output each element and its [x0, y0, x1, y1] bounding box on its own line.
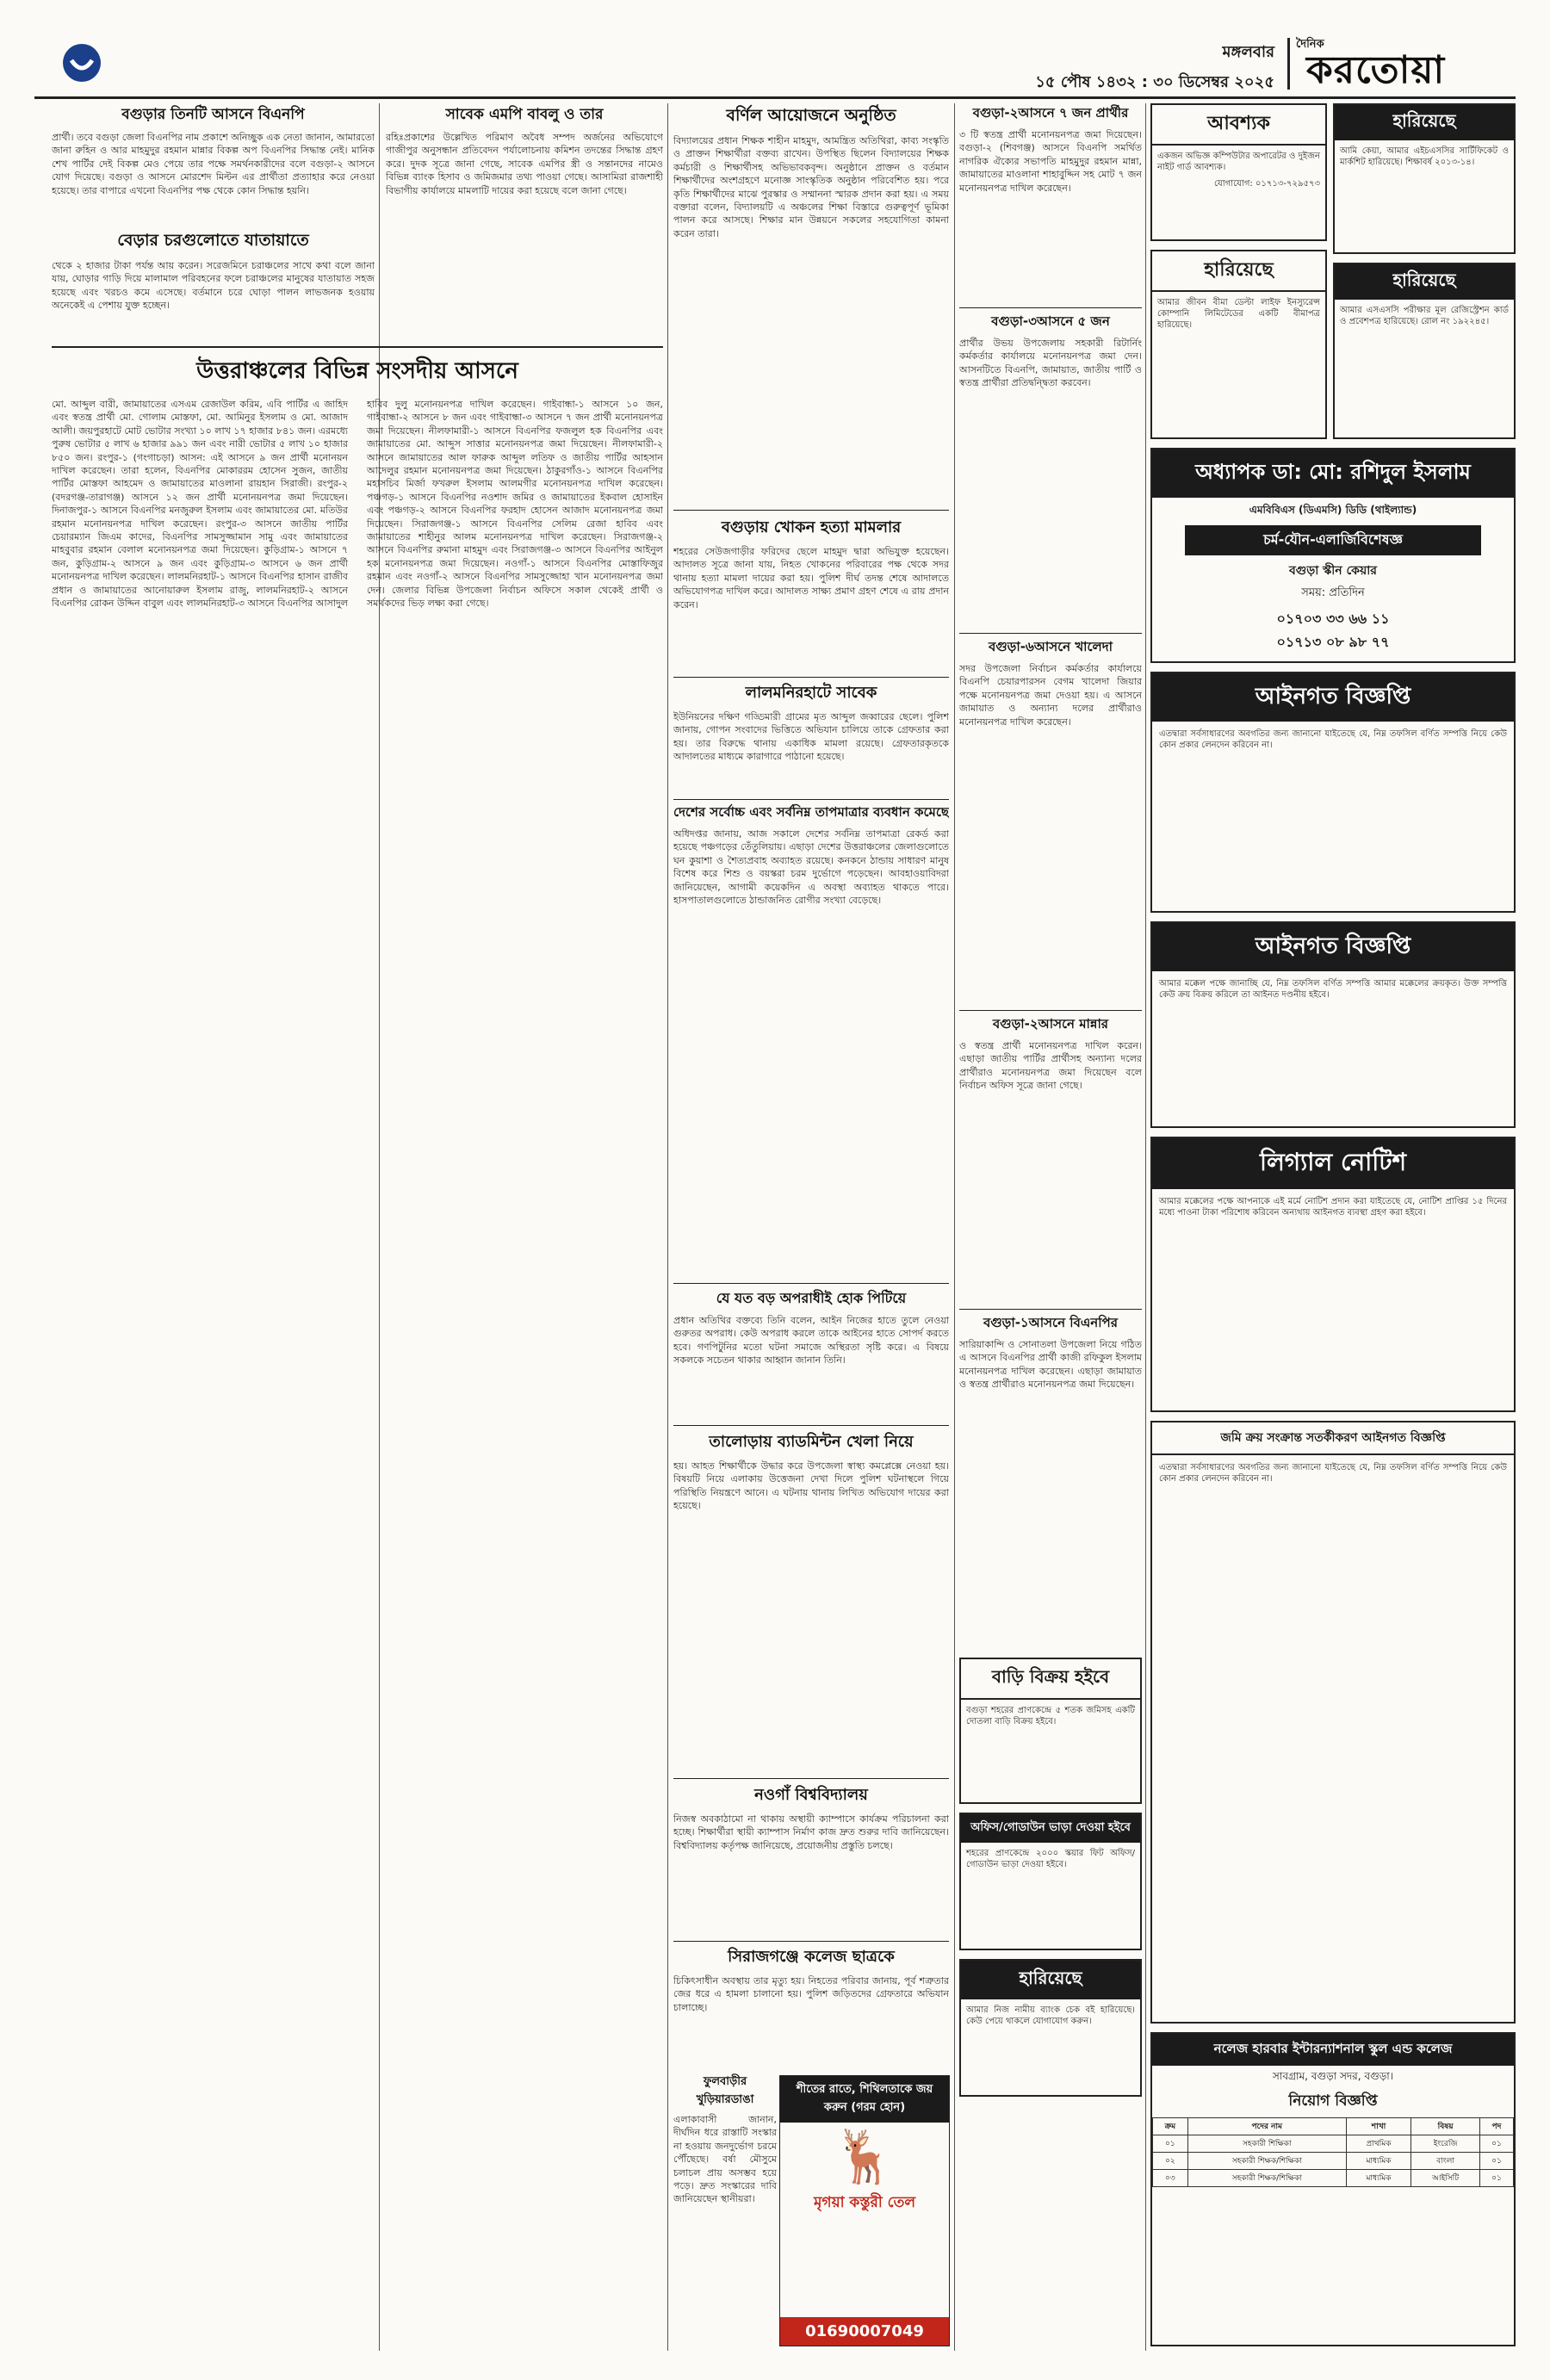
article-body: মো. আব্দুল বারী, জামায়াতের এসএম রেজাউল করিম, এবি পার্টির এ জাহিদ এবং স্বতন্ত্র প্রার্থী মো. গোলাম মোস্তফা, মো. আমিনুর ইসলাম ও মো. আজাদ আলী। জয়পুরহাটে মোট ভোটার সংখ্যা ১০ লাখ ১৭ হাজার ৮৪১ জন। এরমধ্যে পুরুষ ভোটার ৫ লাখ ৬ হাজার ৯৯১ জন এবং নারী ভোটার ৫ লাখ ১০ হাজার ৮৫০ জন। রংপুর-১ (গংগাচড়া) আসন: এই আসনে ৯ জন প্রার্থী মনোনয়ন দাখিল করেছেন। তারা হলেন, বিএনপির মোকাররম হোসেন সুজন, জাতীয় পার্টির মোস্তফা আহমেদ ও জামায়াতের মাওলানা রায়হান সিরাজী। রংপুর-২ (বদরগঞ্জ-তারাগঞ্জ) আসনে ১২ জন প্রার্থী মনোনয়নপত্র জমা দিয়েছেন। দিনাজপুর-১ আসনে বিএনপির মনজুরুল ইসলাম এবং জামায়াতের মো. মতিউর রহমান মনোনয়নপত্র দাখিল করেছেন। রংপুর-৩ আসনে জাতীয় পার্টির চেয়ারম্যান জিএম কাদের, বিএনপির সামসুজ্জামান সামু এবং জামায়াতের মাহবুবার রহমান বেলাল মনোনয়নপত্র জমা দিয়েছেন। কুড়িগ্রাম-১ আসনে ৭ জন, কুড়িগ্রাম-২ আসনে ৯ জন এবং কুড়িগ্রাম-৩ আসনে ৬ জন প্রার্থী মনোনয়নপত্র দাখিল করেছেন। লালমনিরহাট-১ আসনে বিএনপির হাসান রাজীব প্রধান ও জামায়াতের আনোয়ারুল ইসলাম রাজু, লালমনিরহাট-২ আসনে বিএনপির রোকন উদ্দিন বাবুল এবং লালমনিরহাট-৩ আসনে বিএনপির আসাদুল হাবিব দুলু মনোনয়নপত্র দাখিল করেছেন। গাইবান্ধা-১ আসনে ১০ জন, গাইবান্ধা-২ আসনে ৮ জন এবং গাইবান্ধা-৩ আসনে ৭ জন প্রার্থী মনোনয়নপত্র জমা দিয়েছেন। নীলফামারী-১ আসনে বিএনপির ফজলুল হক বিএনপির এবং জামায়াতের মো. আব্দুস সাত্তার মনোনয়নপত্র জমা দিয়েছেন। নীলফামারী-২ আসনে জামায়াতের আল ফারুক আব্দুল লতিফ ও জাতীয় পার্টির আহসান আদেলুর রহমান মনোনয়নপত্র জমা দিয়েছেন। ঠাকুরগাঁও-১ আসনে বিএনপির মহাসচিব মির্জা ফখরুল ইসলাম আলমগীর মনোনয়নপত্র দাখিল করেছেন। পঞ্চগড়-১ আসনে বিএনপির নওশাদ জমির ও জামায়াতের ইকবাল হোসাইন এবং পঞ্চগড়-২ আসনে বিএনপির ফরহাদ হোসেন আজাদ মনোনয়নপত্র জমা দিয়েছেন। সিরাজগঞ্জ-১ আসনে বিএনপির সেলিম রেজা হাবিব এবং জামায়াতের শাহীনুর আলম মনোনয়নপত্র দাখিল করেছেন। সিরাজগঞ্জ-২ আসনে বিএনপির রুমানা মাহমুদ এবং সিরাজগঞ্জ-৩ আসনে বিএনপির আইনুল হক মনোনয়নপত্র জমা দিয়েছেন। নওগাঁ-১ আসনে বিএনপির মোস্তাফিজুর রহমান এবং নওগাঁ-২ আসনে বিএনপির সামসুজ্জোহা খান মনোনয়নপত্র জমা দেন। জেলার বিভিন্ন উপজেলা নির্বাচন অফিসে সকাল থেকেই প্রার্থী ও সমর্থকদের ভিড় লক্ষ্য করা গেছে।	[52, 399, 663, 610]
article-body: নিজস্ব অবকাঠামো না থাকায় অস্থায়ী ক্যাম্পাসে কার্যক্রম পরিচালনা করা হচ্ছে। শিক্ষার্থীরা স্থায়ী ক্যাম্পাস নির্মাণ কাজ দ্রুত শুরুর দাবি জানিয়েছেন। বিশ্ববিদ্যালয় কর্তৃপক্ষ জানিয়েছে, প্রয়োজনীয় প্রস্তুতি চলছে।	[673, 1813, 949, 1851]
article-title: উত্তরাঞ্চলের বিভিন্ন সংসদীয় আসনে	[196, 358, 518, 384]
article-body: রহিঃপ্রকাশের উল্লেখিত পরিমাণ অবৈধ সম্পদ অর্জনের অভিযোগে গাজীপুর অনুসন্ধান প্রতিবেদন পর্যালোচনায় কমিশন তদন্তের সিদ্ধান্ত গ্রহণ করে। দুদক সূত্রে জানা গেছে, সাবেক এমপির স্ত্রী ও সন্তানদের নামেও বিভিন্ন ব্যাংক হিসাব ও জমিজমার তথ্য পাওয়া গেছে। আসামিরা রাজশাহী বিভাগীয় কার্যালয়ে মামলাটি দায়ের করা হয়েছে বলে জানা গেছে।	[386, 132, 663, 196]
article-fair	[673, 103, 949, 508]
article-title: লালমনিরহাটে সাবেক	[745, 684, 877, 702]
article-border	[52, 228, 375, 344]
ad-body: আমার এসএসসি পরীক্ষার মূল রেজিস্ট্রেশন কার্ড ও প্রবেশপত্র হারিয়েছে। রোল নং ১৯২২৪৫।	[1340, 306, 1509, 326]
article-lalmonirhat	[673, 680, 949, 796]
doctor-degree: এমবিবিএস (ডিএমসি) ডিডি (থাইল্যান্ড)	[1249, 504, 1417, 516]
paper-name: করতোয়া	[1306, 48, 1446, 92]
table-cell: মাধ্যমিক	[1346, 2170, 1410, 2187]
doctor-specialty: চর্ম-যৌন-এলার্জিবিশেষজ্ঞ	[1185, 525, 1481, 555]
doctor-phone-2[interactable]: ০১৭১৩ ০৮ ৯৮ ৭৭	[1276, 634, 1390, 650]
article-body: প্রার্থীর উভয় উপজেলায় সহকারী রিটার্নিং কর্মকর্তার কার্যালয়ে মনোনয়নপত্র জমা দেন। আসনটিতে বিএনপি, জামায়াত, জাতীয় পার্টি ও স্বতন্ত্র প্রার্থীরা প্রতিদ্বন্দ্বিতা করবেন।	[959, 338, 1142, 389]
date-label: ১৫ পৌষ ১৪৩২ : ৩০ ডিসেম্বর ২০২৫	[1035, 73, 1274, 91]
ad-body: শহরের প্রাণকেন্দ্রে ২০০০ স্কয়ার ফিট অফিস/গোডাউন ভাড়া দেওয়া হইবে।	[966, 1849, 1135, 1869]
article-candidates-1	[959, 1313, 1142, 1653]
article-body: বিদ্যালয়ের প্রধান শিক্ষক শাহীন মাহমুদ, আমন্ত্রিত অতিথিরা, কাব্য সংস্কৃতি ও প্রাক্তন শিক্ষার্থীরা বক্তব্য রাখেন। উপস্থিত ছিলেন বিদ্যালয়ের শিক্ষক কর্মচারী ও শিক্ষার্থীসহ অভিভাবকবৃন্দ। অনুষ্ঠানে প্রাক্তন ও বর্তমান শিক্ষার্থীদের অংশগ্রহণে মনোজ্ঞ সাংস্কৃতিক অনুষ্ঠান পরিবেশিত হয়। পরে কৃতি শিক্ষার্থীদের মাঝে পুরস্কার ও সম্মাননা স্মারক প্রদান করা হয়। এ সময় বক্তারা বলেন, বিদ্যালয়টি এ অঞ্চলের শিক্ষা বিস্তারে গুরুত্বপূর্ণ ভূমিকা পালন করে আসছে। শিক্ষার মান উন্নয়নে সকলের সহযোগিতা কামনা করেন তারা।	[673, 135, 949, 239]
article-title: বগুড়া-২আসনে মান্নার	[992, 1016, 1109, 1032]
table-row	[1153, 2135, 1514, 2153]
table-cell: ০১	[1479, 2153, 1513, 2170]
school-address: সাবগ্রাম, বগুড়া সদর, বগুড়া।	[1272, 2070, 1394, 2082]
article-candidates-6	[959, 637, 1142, 1007]
article-body: প্রার্থী। তবে বগুড়া জেলা বিএনপির নাম প্রকাশে অনিচ্ছুক এক নেতা জানান, আমারতো জানা রুহিন ও আর মাহমুদুর রহমান মান্নার বিকল্প অপ বিএনপির সিদ্ধান্ত নেই। মানিক শেখ পার্টির দেই বিকল্প মেও পেয়ে তার পক্ষে সমর্থনকারীদের বলে বগুড়া-২ আসনে যোগ দিয়েছে। বগুড়া ও আসনে মোরশেদ মিল্টন এর প্রার্থীতা প্রত্যাহার করে নেওয়া হয়েছে। তার বাপারে এখনো বিএনপির পক্ষ থেকে কোন সিদ্ধান্ত হয়নি।	[52, 132, 375, 196]
article-title: বগুড়ায় খোকন হত্যা মামলার	[721, 518, 902, 536]
ad-wanted-box[interactable]	[1150, 103, 1327, 241]
article-badminton	[673, 1429, 949, 1774]
ad-office-rent[interactable]	[959, 1813, 1142, 1950]
table-cell: ০১	[1153, 2135, 1188, 2153]
article-body: থেকে ২ হাজার টাকা পর্যন্ত আয় করেন। সরেজমিনে চরাঞ্চলের সাথে কথা বলে জানা যায়, ঘোড়ার গাড়ি দিয়ে মালামাল পরিবহনের ফলে চরাঞ্চলের মানুষের যাতায়াত সহজ হয়েছে এবং খরচও কমে এসেছে। বর্তমানে চরে ঘোড়া পালন লাভজনক হওয়ায় অনেকেই এ পেশায় যুক্ত হচ্ছেন।	[52, 260, 375, 312]
masthead	[34, 34, 1516, 95]
table-header-row	[1153, 2118, 1514, 2135]
col-header: পদের নাম	[1187, 2118, 1346, 2135]
table-cell: মাধ্যমিক	[1346, 2153, 1410, 2170]
ad-body: একজন অভিজ্ঞ কম্পিউটার অপারেটর ও দুইজন নাইট গার্ড আবশ্যক।	[1157, 152, 1320, 172]
article-criminal	[673, 1287, 949, 1421]
ad-title: হারিয়েছে	[961, 1961, 1140, 1999]
table-cell: বাংলা	[1411, 2153, 1480, 2170]
article-body: শহরের সেউজগাড়ীর ফরিদের ছেলে মাহমুদ দ্বারা অভিযুক্ত হয়েছেন। আদালত সূত্রে জানা যায়, নিহত খোকনের পরিবারের পক্ষ থেকে সদর থানায় হত্যা মামলা দায়ের করা হয়। পুলিশ দীর্ঘ তদন্ত শেষে আদালতে অভিযোগপত্র দাখিল করে। আদালত সাক্ষ্য প্রমাণ গ্রহণ শেষে এ রায় প্রদান করেন।	[673, 546, 949, 610]
ad-body: আমার নিজ নামীয় ব্যাংক চেক বই হারিয়েছে। কেউ পেয়ে থাকলে যোগাযোগ করুন।	[966, 2005, 1135, 2026]
article-title: যে যত বড় অপরাধীই হোক পিটিয়ে	[716, 1290, 907, 1306]
article-title: ফুলবাড়ীর খুড়িয়ারডাঙা	[696, 2075, 754, 2106]
table-cell: সহকারী শিক্ষক/শিক্ষিকা	[1187, 2170, 1346, 2187]
ad-lost-4[interactable]	[959, 1959, 1142, 2097]
school-name: নলেজ হারবার ইন্টারন্যাশনাল স্কুল এন্ড কলেজ	[1152, 2034, 1514, 2066]
ad-land[interactable]	[1150, 1421, 1516, 2024]
table-row	[1153, 2153, 1514, 2170]
article-title: বগুড়া-৩আসনে ৫ জন	[991, 313, 1110, 329]
table-cell: আইসিটি	[1411, 2170, 1480, 2187]
ad-title: হারিয়েছে	[1335, 105, 1514, 140]
article-body: ও স্বতন্ত্র প্রার্থী মনোনয়নপত্র দাখিল করেন। এছাড়া জাতীয় পার্টির প্রার্থীসহ অন্যান্য দলের প্রার্থীরাও মনোনয়নপত্র জমা দিয়েছেন বলে নির্বাচন অফিস সূত্রে জানা গেছে।	[959, 1040, 1142, 1092]
ad-legal-notice[interactable]	[1150, 1137, 1516, 1412]
doctor-schedule: সময়: প্রতিদিন	[1301, 586, 1365, 599]
ad-title: বাড়ি বিক্রয় হইবে	[961, 1659, 1140, 1700]
table-cell: ইংরেজি	[1411, 2135, 1480, 2153]
table-cell: ০৩	[1153, 2170, 1188, 2187]
ad-body: আমি কেয়া, আমার এইচএসসির সার্টিফিকেট ও মার্কশিট হারিয়েছে। শিক্ষাবর্ষ ২০১৩-১৪।	[1340, 146, 1509, 167]
ad-phone: 01690007049	[780, 2317, 949, 2346]
ad-title: আবশ্যক	[1152, 105, 1325, 146]
ad-product: মৃগয়া কস্তুরী তেল	[813, 2194, 915, 2211]
article-title: দেশের সর্বোচ্চ এবং সর্বনিম্ন তাপমাত্রার ব্যবধান কমেছে	[673, 804, 949, 820]
ad-lost-3[interactable]	[1150, 250, 1327, 439]
ad-house[interactable]	[959, 1658, 1142, 1804]
article-title: বেড়ার চরগুলোতে যাতায়াতে	[117, 231, 309, 250]
doctor-phone-1[interactable]: ০১৭০৩ ৩৩ ৬৬ ১১	[1276, 610, 1390, 627]
ad-body: আমার জীবন বীমা ডেল্টা লাইফ ইনস্যুরেন্স কোম্পানি লিমিটেডের একটি বীমাপত্র হারিয়েছে।	[1157, 298, 1320, 330]
deer-icon: 🦌	[832, 2127, 897, 2187]
article-body: ইউনিয়নের দক্ষিণ গড্ডিমারী গ্রামের মৃত আব্দুল জব্বারের ছেলে। পুলিশ জানায়, গোপন সংবাদের ভিত্তিতে অভিযান চালিয়ে তাকে গ্রেফতার করা হয়। তার বিরুদ্ধে থানায় একাধিক মামলা রয়েছে। গ্রেফতারকৃতকে আদালতের মাধ্যমে কারাগারে পাঠানো হয়েছে।	[673, 711, 949, 763]
ad-body: এতদ্বারা সর্বসাধারণের অবগতির জন্য জানানো যাইতেছে যে, নিম্ন তফসিল বর্ণিত সম্পত্তি নিয়ে কেউ কোন প্রকার লেনদেন করিবেন না।	[1159, 729, 1507, 750]
ad-school[interactable]	[1150, 2032, 1516, 2346]
table-cell: সহকারী শিক্ষিকা	[1187, 2135, 1346, 2153]
article-candidates-4	[959, 103, 1142, 306]
article-fulbari	[673, 2073, 777, 2349]
article-body: সদর উপজেলা নির্বাচন কর্মকর্তার কার্যালয়ে বিএনপি চেয়ারপারসন বেগম খালেদা জিয়ার পক্ষে মনোনয়নপত্র জমা দেওয়া হয়। এ আসনে জামায়াত ও অন্যান্য দলের প্রার্থীরাও মনোনয়নপত্র দাখিল করেছেন।	[959, 663, 1142, 728]
article-title: বগুড়া-১আসনে বিএনপির	[983, 1315, 1118, 1330]
ad-title: আইনগত বিজ্ঞপ্তি	[1152, 923, 1514, 971]
ad-body: আমার মক্কেলের পক্ষে আপনাকে এই মর্মে নোটিশ প্রদান করা যাইতেছে যে, নোটিশ প্রাপ্তির ১৫ দিনের মধ্যে পাওনা টাকা পরিশোধ করিবেন অন্যথায় আইনগত ব্যবস্থা গ্রহণ করা হইবে।	[1159, 1197, 1507, 1218]
ad-body: এতদ্বারা সর্বসাধারণের অবগতির জন্য জানানো যাইতেছে যে, নিম্ন তফসিল বর্ণিত সম্পত্তি নিয়ে কেউ কোন প্রকার লেনদেন করিবেন না।	[1159, 1463, 1507, 1484]
ad-contact: যোগাযোগ: ০১৭১৩-৭২৯৫৭৩	[1213, 179, 1320, 189]
article-sirajganj	[673, 1944, 949, 2069]
ad-doctor[interactable]	[1150, 448, 1516, 663]
ad-title: আইনগত বিজ্ঞপ্তি	[1152, 673, 1514, 722]
article-body: প্রধান অতিথির বক্তব্যে তিনি বলেন, আইন নিজের হাতে তুলে নেওয়া গুরুতর অপরাধ। কেউ অপরাধ করলে তাকে আইনের হাতে সোপর্দ করতে হবে। গণপিটুনির মতো ঘটনা সমাজে অস্থিরতা সৃষ্টি করে। এ বিষয়ে সকলকে সচেতন থাকার আহ্বান জানান তিনি।	[673, 1315, 949, 1367]
article-title: তালোড়ায় ব্যাডমিন্টন খেলা নিয়ে	[709, 1433, 914, 1451]
article-title: সিরাজগঞ্জে কলেজ ছাত্রকে	[728, 1948, 895, 1966]
article-body: ৩ টি স্বতন্ত্র প্রার্থী মনোনয়নপত্র জমা দিয়েছেন। বগুড়া-২ (শিবগঞ্জ) আসনে বিএনপি সমর্থিত নাগরিক ঐক্যের সভাপতি মাহমুদুর রহমান মান্না, জামায়াতের মাওলানা শাহাবুদ্দিন সহ মোট ৭ জন মনোনয়নপত্র দাখিল করেছেন।	[959, 129, 1142, 194]
paper-prefix: দৈনিক	[1296, 38, 1324, 51]
col-header: ক্রম	[1153, 2118, 1188, 2135]
article-cold	[673, 803, 949, 1280]
article-body: অধিদপ্তর জানায়, আজ সকালে দেশের সর্বনিম্ন তাপমাত্রা রেকর্ড করা হয়েছে পঞ্চগড়ের তেঁতুলিয়ায়। এছাড়া দেশের উত্তরাঞ্চলের জেলাগুলোতে ঘন কুয়াশা ও শৈত্যপ্রবাহ অব্যাহত রয়েছে। কনকনে ঠান্ডায় সাধারণ মানুষ বিশেষ করে শিশু ও বয়স্করা চরম দুর্ভোগে পড়েছেন। আবহাওয়াবিদরা জানিয়েছেন, আগামী কয়েকদিন এ অবস্থা অব্যাহত থাকতে পারে। হাসপাতালগুলোতে ঠান্ডাজনিত রোগীর সংখ্যা বেড়েছে।	[673, 828, 949, 907]
day-label: মঙ্গলবার	[1222, 43, 1274, 61]
article-title: বগুড়া-২আসনে ৭ জন প্রার্থীর	[972, 105, 1129, 121]
school-notice: নিয়োগ বিজ্ঞপ্তি	[1288, 2092, 1378, 2110]
ad-title: জমি ক্রয় সংক্রান্ত সতর্কীকরণ আইনগত বিজ্ঞপ্তি	[1152, 1422, 1514, 1455]
table-cell: সহকারী শিক্ষক/শিক্ষিকা	[1187, 2153, 1346, 2170]
ad-body: বগুড়া শহরের প্রাণকেন্দ্রে ৫ শতক জমিসহ একটি দোতলা বাড়ি বিক্রয় হইবে।	[966, 1706, 1135, 1726]
table-cell: ০১	[1479, 2170, 1513, 2187]
article-title: নওগাঁ বিশ্ববিদ্যালয়	[754, 1786, 868, 1804]
doctor-name: অধ্যাপক ডা: মো: রশিদুল ইসলাম	[1152, 449, 1514, 498]
article-mp-babul	[386, 103, 663, 344]
ad-lost-1[interactable]	[1333, 103, 1516, 254]
newspaper-logo-icon	[60, 41, 103, 84]
article-candidates-2b	[959, 1014, 1142, 1307]
article-title: বগুড়া-৬আসনে খালেদা	[989, 639, 1113, 654]
table-cell: ০১	[1479, 2135, 1513, 2153]
ad-title: লিগ্যাল নোটিশ	[1152, 1138, 1514, 1189]
vacancy-table	[1152, 2117, 1514, 2187]
ad-title: হারিয়েছে	[1335, 264, 1514, 300]
ad-title: শীতের রাতে, শিথিলতাকে জয় করুন (গরম হোন)	[780, 2076, 949, 2123]
article-body: সারিয়াকান্দি ও সোনাতলা উপজেলা নিয়ে গঠিত এ আসনে বিএনপির প্রার্থী কাজী রফিকুল ইসলাম মনোনয়নপত্র দাখিল করেছেন। এছাড়া জামায়াত ও স্বতন্ত্র প্রার্থীরাও মনোনয়নপত্র জমা দিয়েছেন।	[959, 1339, 1142, 1391]
ad-legal-1[interactable]	[1150, 672, 1516, 913]
ad-oil[interactable]	[779, 2075, 950, 2346]
article-candidates-3	[959, 312, 1142, 630]
col-header: বিষয়	[1411, 2118, 1480, 2135]
doctor-chamber: বগুড়া স্কীন কেয়ার	[1289, 564, 1377, 578]
table-cell: ০২	[1153, 2153, 1188, 2170]
article-title: বগুড়ার তিনটি আসনে বিএনপি	[121, 106, 305, 123]
article-body: এলাকাবাসী জানান, দীর্ঘদিন ধরে রাস্তাটি সংস্কার না হওয়ায় জনদুর্ভোগ চরমে পৌঁছেছে। বর্ষা মৌসুমে চলাচল প্রায় অসম্ভব হয়ে পড়ে। দ্রুত সংস্কারের দাবি জানিয়েছেন স্থানীয়রা।	[673, 2114, 777, 2205]
article-murder	[673, 515, 949, 674]
article-body: হয়। আহত শিক্ষার্থীকে উদ্ধার করে উপজেলা স্বাস্থ্য কমপ্লেক্সে নেওয়া হয়। বিষয়টি নিয়ে এলাকায় উত্তেজনা দেখা দিলে পুলিশ ঘটনাস্থলে গিয়ে পরিস্থিতি নিয়ন্ত্রণে আনে। এ ঘটনায় থানায় লিখিত অভিযোগ দায়ের করা হয়েছে।	[673, 1460, 949, 1512]
article-title: বর্ণিল আয়োজনে অনুষ্ঠিত	[726, 106, 896, 125]
ad-lost-2[interactable]	[1333, 263, 1516, 439]
ad-title: অফিস/গোডাউন ভাড়া দেওয়া হইবে	[961, 1814, 1140, 1843]
ad-body: আমার মক্কেল পক্ষে জানাচ্ছি যে, নিম্ন তফসিল বর্ণিত সম্পত্তি আমার মক্কেলের ক্রয়কৃত। উক্ত সম্পত্তি কেউ ক্রয় বিক্রয় করিলে তা আইনত দণ্ডনীয় হইবে।	[1159, 979, 1507, 1000]
ad-title: হারিয়েছে	[1152, 251, 1325, 292]
article-body: চিকিৎসাধীন অবস্থায় তার মৃত্যু হয়। নিহতের পরিবার জানায়, পূর্ব শত্রুতার জের ধরে এ হামলা চালানো হয়। পুলিশ জড়িতদের গ্রেফতারে অভিযান চালাচ্ছে।	[673, 1975, 949, 2013]
col-header: শাখা	[1346, 2118, 1410, 2135]
article-north	[52, 353, 663, 2342]
table-cell: প্রাথমিক	[1346, 2135, 1410, 2153]
article-bogura-bnp	[52, 103, 375, 224]
article-title: সাবেক এমপি বাবলু ও তার	[445, 106, 604, 123]
article-naogaon	[673, 1782, 949, 1937]
ad-legal-2[interactable]	[1150, 921, 1516, 1128]
table-row	[1153, 2170, 1514, 2187]
col-header: পদ	[1479, 2118, 1513, 2135]
